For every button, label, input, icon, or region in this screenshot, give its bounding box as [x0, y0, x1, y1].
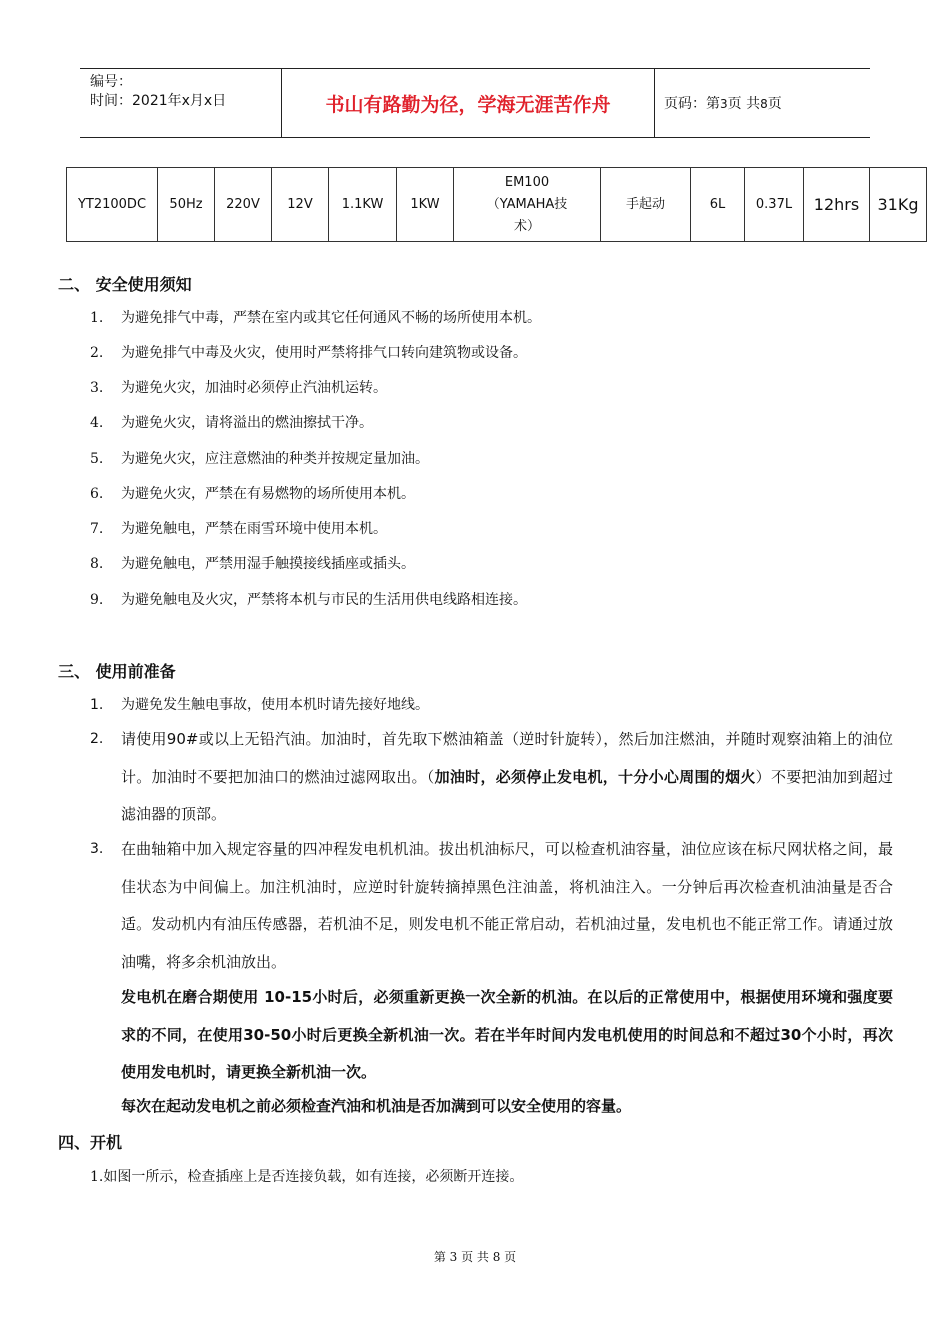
page-suffix: 页 [767, 96, 782, 112]
item-number: 3. [90, 841, 104, 857]
item-text-a: 请使用90#或以上无铅汽油。加油时，首先取下燃油箱盖（逆时针旋转），然后加注燃油，并随时观察油箱上的油位计。加油时不要把加油口的燃油过滤网取出。（ [121, 730, 893, 786]
list-item [90, 483, 415, 503]
item-text: 为避免触电及火灾，严禁将本机与市民的生活用供电线路相连接。 [121, 592, 527, 608]
item-text-bold: 加油时，必须停止发电机，十分小心周围的烟火 [434, 767, 756, 786]
list-item [90, 448, 429, 468]
engine-line-1: EM100 [504, 174, 550, 190]
item-number: 2. [90, 731, 104, 747]
section-title-startup: 四、开机 [58, 1133, 123, 1152]
item-number: 4. [90, 415, 104, 431]
cell-rated-power: 1KW [397, 168, 454, 242]
item-text: 为避免发生触电事故，使用本机时请先接好地线。 [121, 697, 429, 713]
item-text: 为避免火灾，严禁在有易燃物的场所使用本机。 [121, 486, 415, 502]
item-text: 在曲轴箱中加入规定容量的四冲程发电机机油。拔出机油标尺，可以检查机油容量，油位应该在标尺网状格之间，最佳状态为中间偏上。加注机油时，应逆时针旋转摘掉黑色注油盖，将机油注入。一分钟后再次检查机油油量是否合适。发动机内有油压传感器，若机油不足，则发电机不能正常启动，若机油过量，发电机也不能正常工作。请通过放油嘴，将多余机油放出。 [121, 840, 893, 971]
page-footer: 第 3 页 共 8 页 [433, 1250, 517, 1264]
item-text: 为避免火灾，加油时必须停止汽油机运转。 [121, 380, 387, 396]
list-item [90, 377, 387, 397]
item-text-b: ）不要把油加到超过滤油器的顶部。 [121, 767, 893, 823]
cell-oil: 0.37L [745, 168, 804, 242]
page-prefix: 页码：第 [664, 96, 720, 112]
oil-change-note: 发电机在磨合期使用 10-15小时后，必须重新更换一次全新的机油。在以后的正常使用中，根据使用环境和强度要求的不同，在使用30-50小时后更换全新机油一次。若在半年时间内发电机使用的时间总和不超过30个小时，再次使用发电机时，请更换全新机油一次。 [121, 988, 893, 1081]
header-page-info [664, 93, 782, 113]
item-number: 1. [90, 310, 104, 326]
cell-engine [454, 168, 601, 242]
spec-table [66, 167, 927, 242]
item-number: 6. [90, 486, 104, 502]
page-mid: 页 共 [727, 96, 761, 112]
engine-line-2: （YAMAHA技 [486, 196, 568, 212]
item-text: 为避免排气中毒及火灾，使用时严禁将排气口转向建筑物或设备。 [121, 345, 527, 361]
item-number: 8. [90, 556, 104, 572]
cell-dc-voltage: 12V [272, 168, 329, 242]
item-number: 7. [90, 521, 104, 537]
serial-label: 编号： [90, 74, 132, 90]
cell-ac-voltage: 220V [215, 168, 272, 242]
cell-start-method: 手起动 [601, 168, 691, 242]
item-text: 为避免火灾，请将溢出的燃油擦拭干净。 [121, 415, 373, 431]
item-number: 3. [90, 380, 104, 396]
item-text: 为避免火灾，应注意燃油的种类并按规定量加油。 [121, 451, 429, 467]
list-item [90, 694, 429, 714]
engine-line-3: 术） [513, 218, 540, 234]
cell-weight: 31Kg [870, 168, 927, 242]
list-item [90, 553, 415, 573]
list-item-fuel [90, 721, 893, 834]
list-item [90, 342, 527, 362]
cell-runtime: 12hrs [804, 168, 870, 242]
list-item: 1.如图一所示，检查插座上是否连接负载，如有连接，必须断开连接。 [90, 1169, 524, 1185]
list-item [90, 589, 527, 609]
page-header [80, 68, 870, 138]
section-title-safety: 二、 安全使用须知 [58, 275, 192, 294]
page-total: 8 [760, 97, 768, 111]
page-number: 3 [720, 97, 728, 111]
time-label: 时间：2021年x月x日 [90, 93, 227, 109]
cell-model: YT2100DC [67, 168, 158, 242]
cell-max-power: 1.1KW [329, 168, 397, 242]
item-text: 为避免触电，严禁在雨雪环境中使用本机。 [121, 521, 387, 537]
item-number: 2. [90, 345, 104, 361]
section-title-preparation: 三、 使用前准备 [58, 662, 176, 681]
item-text: 为避免触电，严禁用湿手触摸接线插座或插头。 [121, 556, 415, 572]
list-item-oil [90, 831, 893, 981]
header-meta [90, 73, 226, 111]
pre-start-check-note: 每次在起动发电机之前必须检查汽油和机油是否加满到可以安全使用的容量。 [121, 1097, 632, 1115]
list-item [90, 412, 373, 432]
item-number: 1. [90, 697, 104, 713]
list-item [90, 518, 387, 538]
table-row [67, 168, 927, 242]
item-number: 5. [90, 451, 104, 467]
list-item [90, 307, 541, 327]
item-number: 9. [90, 592, 104, 608]
cell-tank: 6L [691, 168, 745, 242]
item-text: 为避免排气中毒，严禁在室内或其它任何通风不畅的场所使用本机。 [121, 310, 541, 326]
cell-frequency: 50Hz [158, 168, 215, 242]
header-motto: 书山有路勤为径，学海无涯苦作舟 [281, 69, 655, 137]
